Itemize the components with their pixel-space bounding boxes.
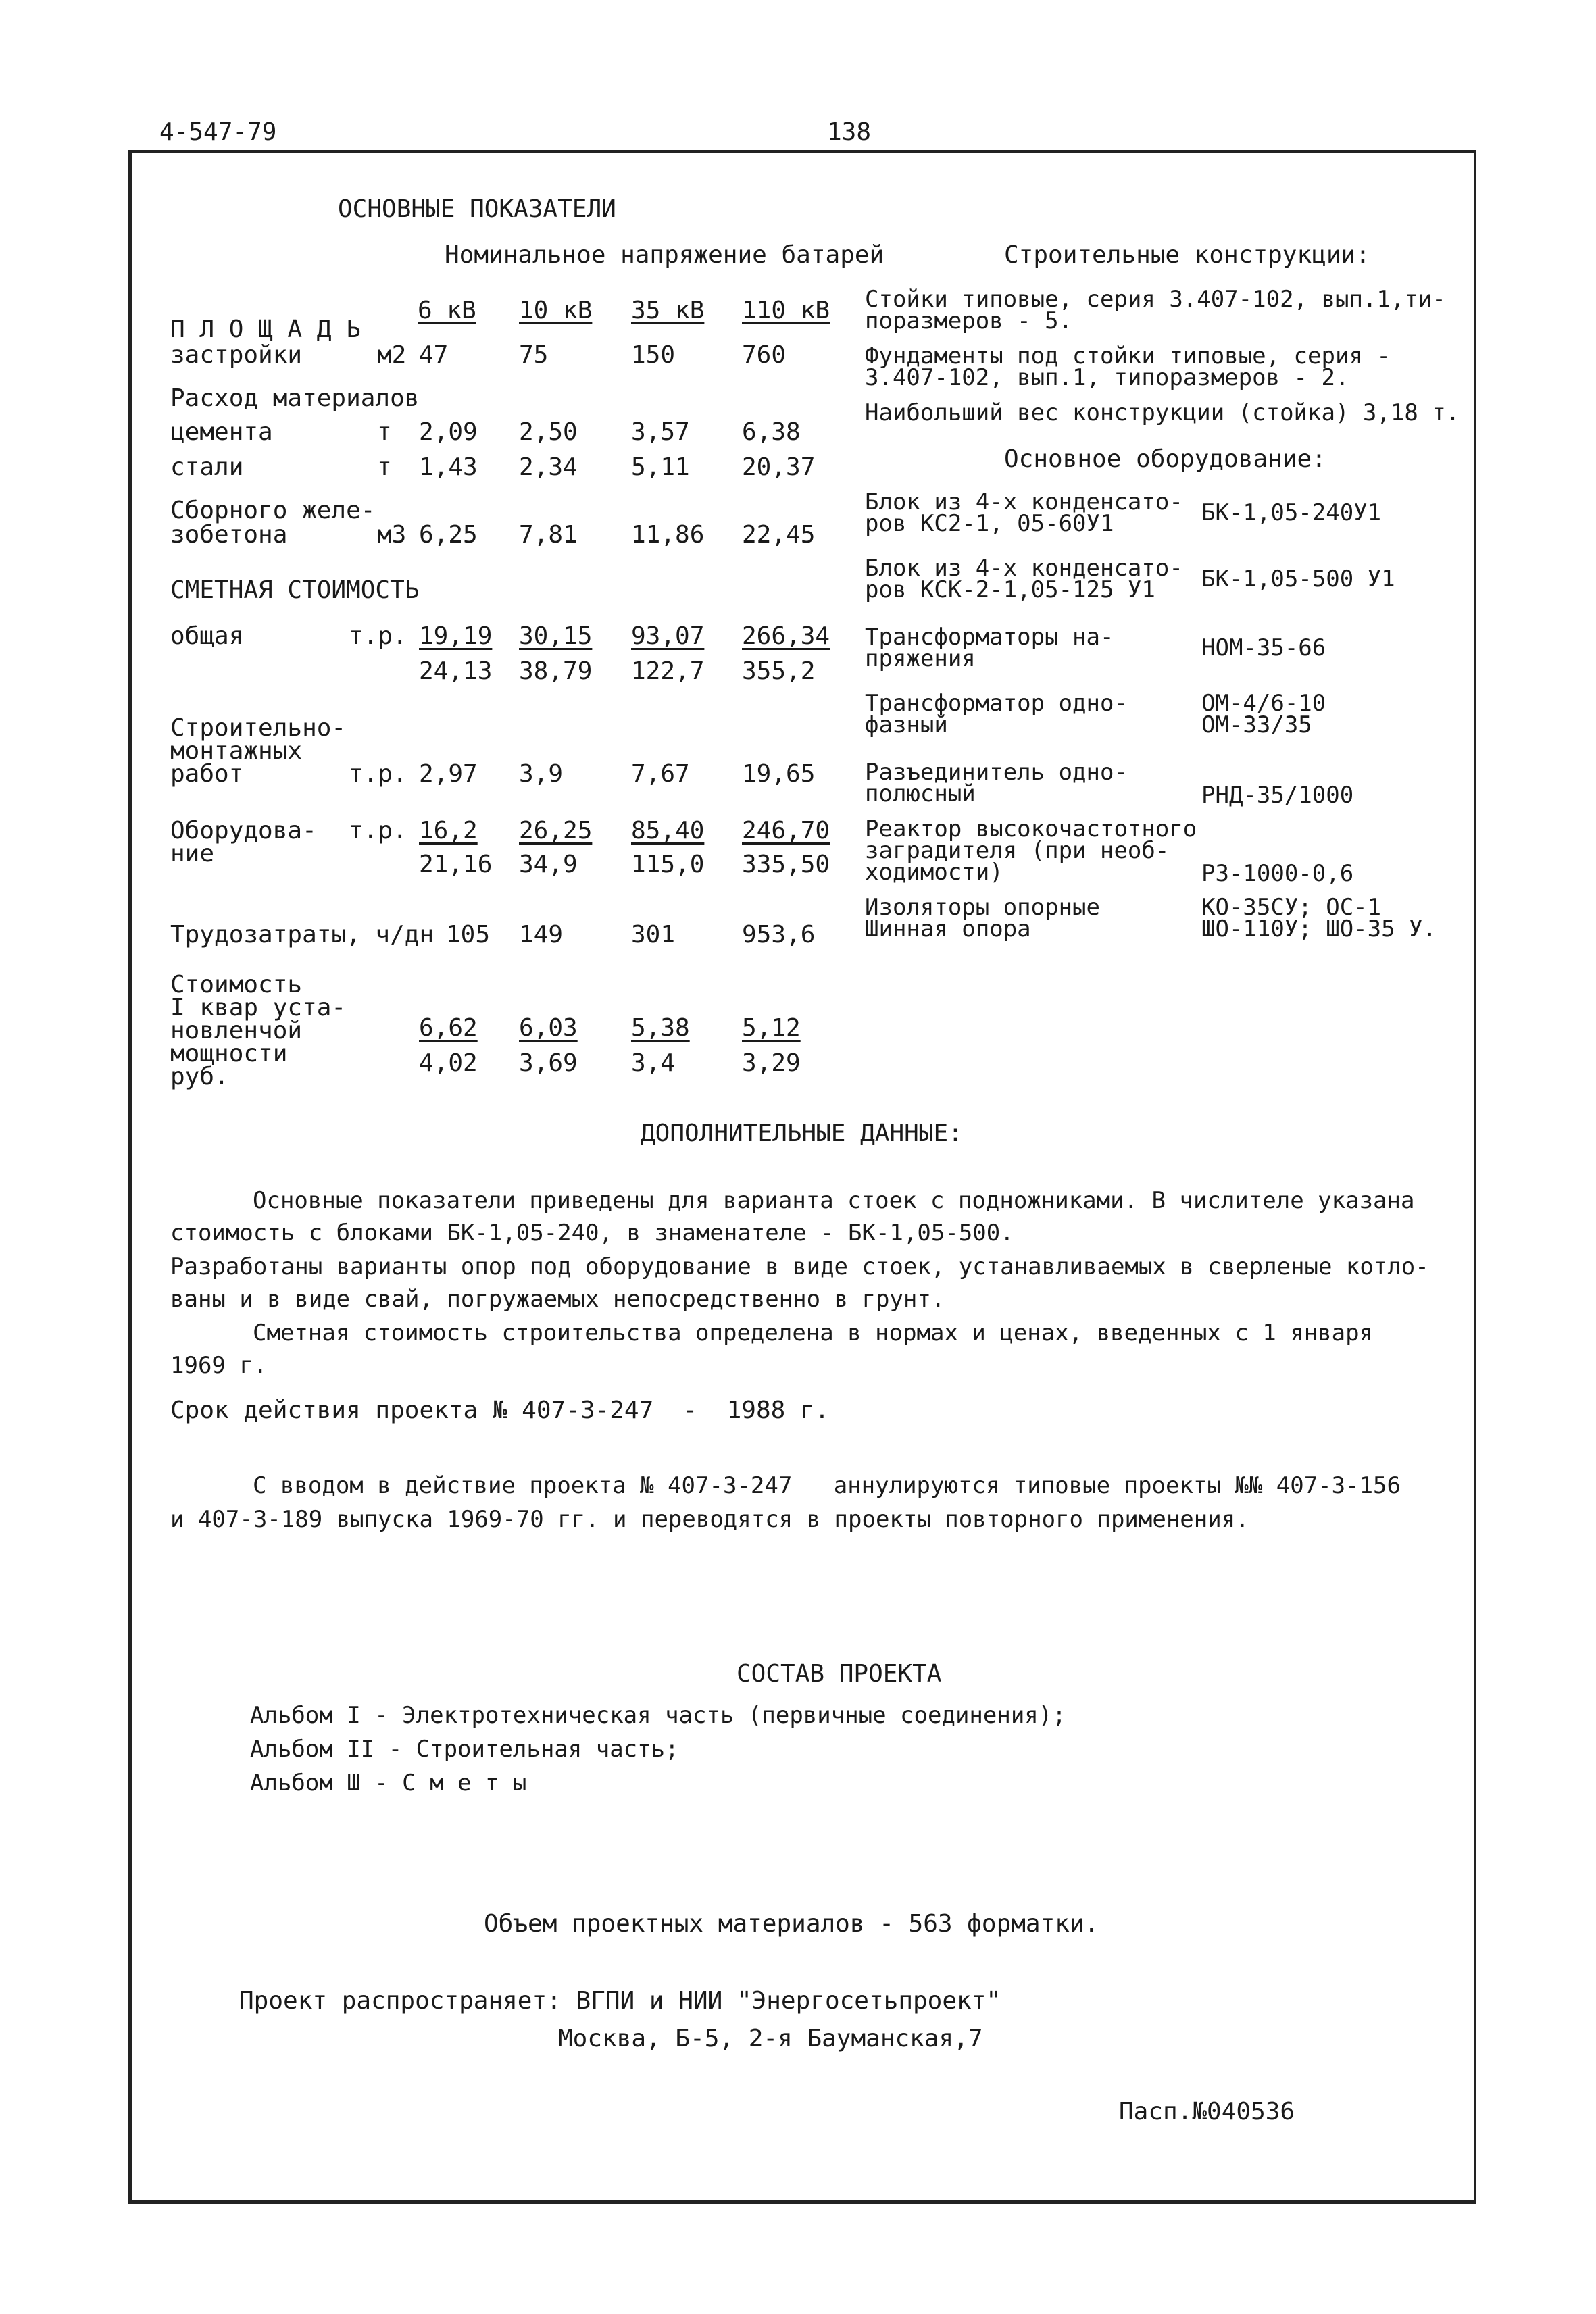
unit-cost-denominator: 3,69 [519, 1049, 578, 1077]
equipment-item-name: Трансформатор одно- [865, 690, 1128, 717]
album-item: Альбом II - Строительная часть; [250, 1736, 679, 1763]
steel-value: 20,37 [742, 453, 816, 481]
equipment-cost-denominator: 21,16 [419, 851, 493, 878]
equipment-item-value: БК-1,05-500 У1 [1201, 565, 1395, 593]
steel-value: 1,43 [419, 453, 478, 481]
additional-paragraph: стоимость с блоками БК-1,05-240, в знаменателе - БК-1,05-500. [170, 1219, 1014, 1247]
area-unit: м2 [377, 341, 407, 369]
steel-value: 2,34 [519, 453, 578, 481]
labor-value: 105 [446, 921, 491, 949]
area-label: П Л О Щ А Д Ь [170, 316, 361, 343]
area-value: 47 [419, 341, 449, 369]
passport-number: Пасп.№040536 [1119, 2098, 1295, 2126]
unit-cost-denominator: 4,02 [419, 1049, 478, 1077]
main-title: ОСНОВНЫЕ ПОКАЗАТЕЛИ [338, 195, 616, 223]
steel-value: 5,11 [631, 453, 690, 481]
labor-value: 953,6 [742, 921, 816, 949]
unit-cost-label: руб. [170, 1063, 229, 1090]
cost-total-denominator: 38,79 [519, 657, 593, 685]
cost-total-numerator: 266,34 [742, 622, 830, 650]
area-value: 150 [631, 341, 676, 369]
concrete-value: 11,86 [631, 521, 705, 549]
labor-value: 301 [631, 921, 676, 949]
cost-heading: СМЕТНАЯ СТОИМОСТЬ [170, 576, 420, 604]
equipment-cost-label: ние [170, 840, 215, 867]
validity-statement: Срок действия проекта № 407-3-247 - 1988 г. [170, 1397, 830, 1424]
equipment-item-name: фазный [865, 711, 948, 738]
equipment-item-name: полюсный [865, 780, 976, 807]
unit-cost-denominator: 3,29 [742, 1049, 801, 1077]
equipment-item-name: ров КСК-2-1,05-125 У1 [865, 576, 1155, 603]
construction-label: работ [170, 760, 244, 788]
construction-value: 19,65 [742, 760, 816, 788]
additional-heading: ДОПОЛНИТЕЛЬНЫЕ ДАННЫЕ: [641, 1120, 963, 1147]
equipment-item-value: НОМ-35-66 [1201, 634, 1326, 661]
additional-paragraph: 1969 г. [170, 1352, 268, 1379]
equipment-item-value: КО-35СУ; ОС-1 [1201, 894, 1382, 921]
cement-label: цемента [170, 418, 273, 446]
structure-item: Фундаменты под стойки типовые, серия - [865, 343, 1391, 370]
unit-cost-numerator: 5,38 [631, 1014, 690, 1042]
equipment-item-name: Шинная опора [865, 915, 1031, 942]
cost-total-numerator: 30,15 [519, 622, 593, 650]
cement-value: 3,57 [631, 418, 690, 446]
concrete-value: 7,81 [519, 521, 578, 549]
unit-cost-numerator: 6,62 [419, 1014, 478, 1042]
cost-total-numerator: 19,19 [419, 622, 493, 650]
cement-unit: т [377, 418, 392, 446]
additional-paragraph: и 407-3-189 выпуска 1969-70 гг. и переводятся в проекты повторного применения. [170, 1506, 1249, 1533]
construction-label: Строительно- [170, 714, 347, 742]
labor-value: 149 [519, 921, 564, 949]
equipment-item-name: Изоляторы опорные [865, 894, 1100, 921]
equipment-cost-numerator: 85,40 [631, 817, 705, 845]
distributor-line: Проект распространяет: ВГПИ и НИИ "Энергосетьпроект" [239, 1987, 1001, 2015]
equipment-item-value: Р3-1000-0,6 [1201, 860, 1354, 887]
cost-total-denominator: 122,7 [631, 657, 705, 685]
additional-paragraph: С вводом в действие проекта № 407-3-247 аннулируются типовые проекты №№ 407-3-156 [253, 1472, 1401, 1499]
equipment-cost-numerator: 26,25 [519, 817, 593, 845]
unit-cost-label: мощности [170, 1040, 288, 1067]
structures-heading: Строительные конструкции: [1004, 241, 1370, 269]
additional-paragraph: Основные показатели приведены для варианта стоек с подножниками. В числителе указана [253, 1187, 1415, 1214]
equipment-item-name: заградителя (при необ- [865, 837, 1170, 864]
unit-cost-label: Стоимость [170, 971, 303, 999]
document-code: 4-547-79 [159, 118, 277, 146]
steel-label: стали [170, 453, 244, 481]
construction-label: монтажных [170, 737, 303, 765]
equipment-item-name: Блок из 4-х конденсато- [865, 555, 1183, 582]
construction-value: 7,67 [631, 760, 690, 788]
album-item: Альбом I - Электротехническая часть (первичные соединения); [250, 1702, 1066, 1729]
cement-value: 2,50 [519, 418, 578, 446]
concrete-label: зобетона [170, 521, 288, 549]
concrete-value: 22,45 [742, 521, 816, 549]
equipment-cost-denominator: 335,50 [742, 851, 830, 878]
equipment-cost-unit: т.р. [349, 817, 407, 845]
equipment-item-name: Реактор высокочастотного [865, 815, 1197, 842]
volume-note: Объем проектных материалов - 563 форматки. [484, 1910, 1099, 1938]
col-header-110kv: 110 кВ [742, 297, 830, 324]
equipment-cost-numerator: 16,2 [419, 817, 478, 845]
cost-total-denominator: 355,2 [742, 657, 816, 685]
distributor-address: Москва, Б-5, 2-я Бауманская,7 [558, 2025, 983, 2053]
cement-value: 6,38 [742, 418, 801, 446]
construction-value: 3,9 [519, 760, 564, 788]
voltage-heading: Номинальное напряжение батарей [445, 241, 884, 269]
cost-total-unit: т.р. [349, 622, 407, 650]
cement-value: 2,09 [419, 418, 478, 446]
col-header-6kv: 6 кВ [418, 297, 476, 324]
structure-item: Наибольший вес конструкции (стойка) 3,18 т. [865, 399, 1460, 426]
additional-paragraph: Сметная стоимость строительства определена в нормах и ценах, введенных с 1 января [253, 1319, 1374, 1347]
steel-unit: т [377, 453, 392, 481]
equipment-cost-denominator: 34,9 [519, 851, 578, 878]
unit-cost-denominator: 3,4 [631, 1049, 676, 1077]
construction-unit: т.р. [349, 760, 407, 788]
unit-cost-label: I квар уста- [170, 994, 347, 1022]
materials-heading: Расход материалов [170, 384, 420, 412]
equipment-item-name: Трансформаторы на- [865, 624, 1114, 651]
area-value: 760 [742, 341, 787, 369]
area-value: 75 [519, 341, 549, 369]
equipment-item-value: ОМ-33/35 [1201, 711, 1312, 738]
additional-paragraph: Разработаны варианты опор под оборудование в виде стоек, устанавливаемых в сверленые котло- [170, 1253, 1429, 1280]
col-header-35kv: 35 кВ [631, 297, 705, 324]
structure-item: поразмеров - 5. [865, 307, 1073, 334]
equipment-item-name: ходимости) [865, 859, 1003, 886]
concrete-value: 6,25 [419, 521, 478, 549]
labor-label: Трудозатраты, ч/дн [170, 921, 434, 949]
equipment-cost-numerator: 246,70 [742, 817, 830, 845]
area-sublabel: застройки [170, 341, 303, 369]
unit-cost-label: новленчой [170, 1017, 303, 1045]
unit-cost-numerator: 6,03 [519, 1014, 578, 1042]
equipment-cost-label: Оборудова- [170, 817, 317, 845]
equipment-item-value: РНД-35/1000 [1201, 782, 1354, 809]
cost-total-label: общая [170, 622, 244, 650]
equipment-item-value: БК-1,05-240У1 [1201, 499, 1382, 526]
equipment-item-value: ШО-110У; ШО-35 У. [1201, 915, 1437, 942]
structure-item: 3.407-102, вып.1, типоразмеров - 2. [865, 364, 1349, 391]
unit-cost-numerator: 5,12 [742, 1014, 801, 1042]
additional-paragraph: ваны и в виде свай, погружаемых непосредственно в грунт. [170, 1286, 945, 1313]
equipment-item-name: Блок из 4-х конденсато- [865, 488, 1183, 515]
album-item: Альбом Ш - С м е т ы [250, 1769, 527, 1796]
cost-total-numerator: 93,07 [631, 622, 705, 650]
equipment-item-name: пряжения [865, 645, 976, 672]
equipment-cost-denominator: 115,0 [631, 851, 705, 878]
concrete-unit: м3 [377, 521, 407, 549]
equipment-item-name: Разъединитель одно- [865, 759, 1128, 786]
composition-heading: СОСТАВ ПРОЕКТА [737, 1660, 942, 1688]
concrete-label: Сборного желе- [170, 497, 376, 524]
cost-total-denominator: 24,13 [419, 657, 493, 685]
equipment-item-name: ров КС2-1, 05-60У1 [865, 510, 1114, 537]
structure-item: Стойки типовые, серия 3.407-102, вып.1,ти- [865, 286, 1446, 313]
equipment-item-value: ОМ-4/6-10 [1201, 690, 1326, 717]
equipment-heading: Основное оборудование: [1004, 445, 1326, 473]
col-header-10kv: 10 кВ [519, 297, 593, 324]
construction-value: 2,97 [419, 760, 478, 788]
page-number: 138 [827, 118, 872, 146]
